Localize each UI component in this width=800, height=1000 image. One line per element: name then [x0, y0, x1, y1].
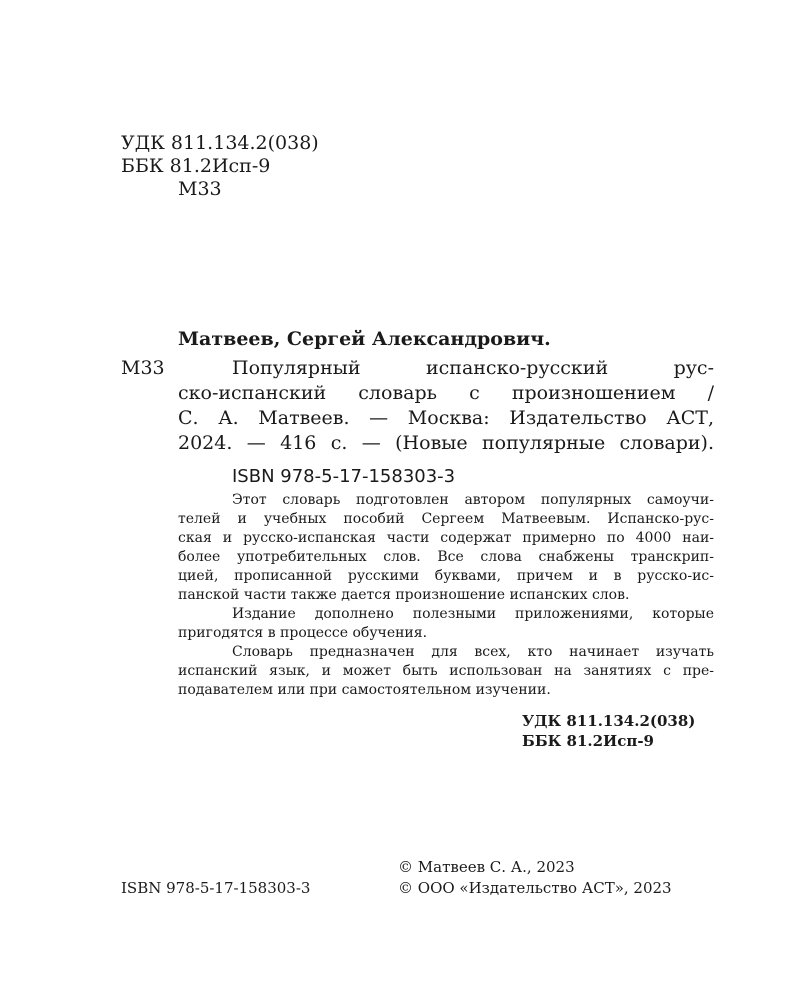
- annotation-line: цией, прописанной русскими буквами, причем и в русско-ис-: [178, 568, 714, 584]
- catalog-author: Матвеев, Сергей Александрович.: [178, 328, 551, 350]
- catalog-isbn: ISBN 978-5-17-158303-3: [232, 466, 456, 487]
- annotation-line: Словарь предназначен для всех, кто начинает изучать: [232, 644, 714, 660]
- catalog-line: ско-испанский словарь с произношением /: [178, 382, 714, 404]
- author-mark: М33: [178, 178, 222, 200]
- annotation-line: телей и учебных пособий Сергеем Матвеевым. Испанско-рус-: [178, 511, 714, 527]
- annotation-line: панской части также дается произношение испанских слов.: [178, 587, 630, 603]
- catalog-line: Популярный испанско-русский рус-: [232, 357, 714, 379]
- catalog-line: 2024. — 416 с. — (Новые популярные словари).: [178, 432, 714, 454]
- annotation-line: Издание дополнено полезными приложениями, которые: [232, 606, 714, 622]
- catalog-mark: М33: [121, 357, 165, 379]
- copyright-author: © Матвеев С. А., 2023: [398, 858, 575, 876]
- annotation-line: Этот словарь подготовлен автором популярных самоучи-: [232, 492, 714, 508]
- bbk-code: ББК 81.2Исп-9: [121, 155, 271, 177]
- annotation-line: подавателем или при самостоятельном изучении.: [178, 682, 551, 698]
- udk-code: УДК 811.134.2(038): [121, 132, 319, 154]
- annotation-line: испанский язык, и может быть использован на занятиях с пре-: [178, 663, 714, 679]
- footer-isbn: ISBN 978-5-17-158303-3: [121, 879, 311, 897]
- annotation-line: более употребительных слов. Все слова снабжены транскрип-: [178, 549, 714, 565]
- catalog-line: С. А. Матвеев. — Москва: Издательство АСТ,: [178, 407, 714, 429]
- annotation-line: ская и русско-испанская части содержат примерно по 4000 наи-: [178, 530, 714, 546]
- copyright-publisher: © ООО «Издательство АСТ», 2023: [398, 879, 672, 897]
- annotation-line: пригодятся в процессе обучения.: [178, 625, 428, 641]
- bottom-bbk-code: ББК 81.2Исп-9: [522, 732, 654, 750]
- bottom-udk-code: УДК 811.134.2(038): [522, 712, 696, 730]
